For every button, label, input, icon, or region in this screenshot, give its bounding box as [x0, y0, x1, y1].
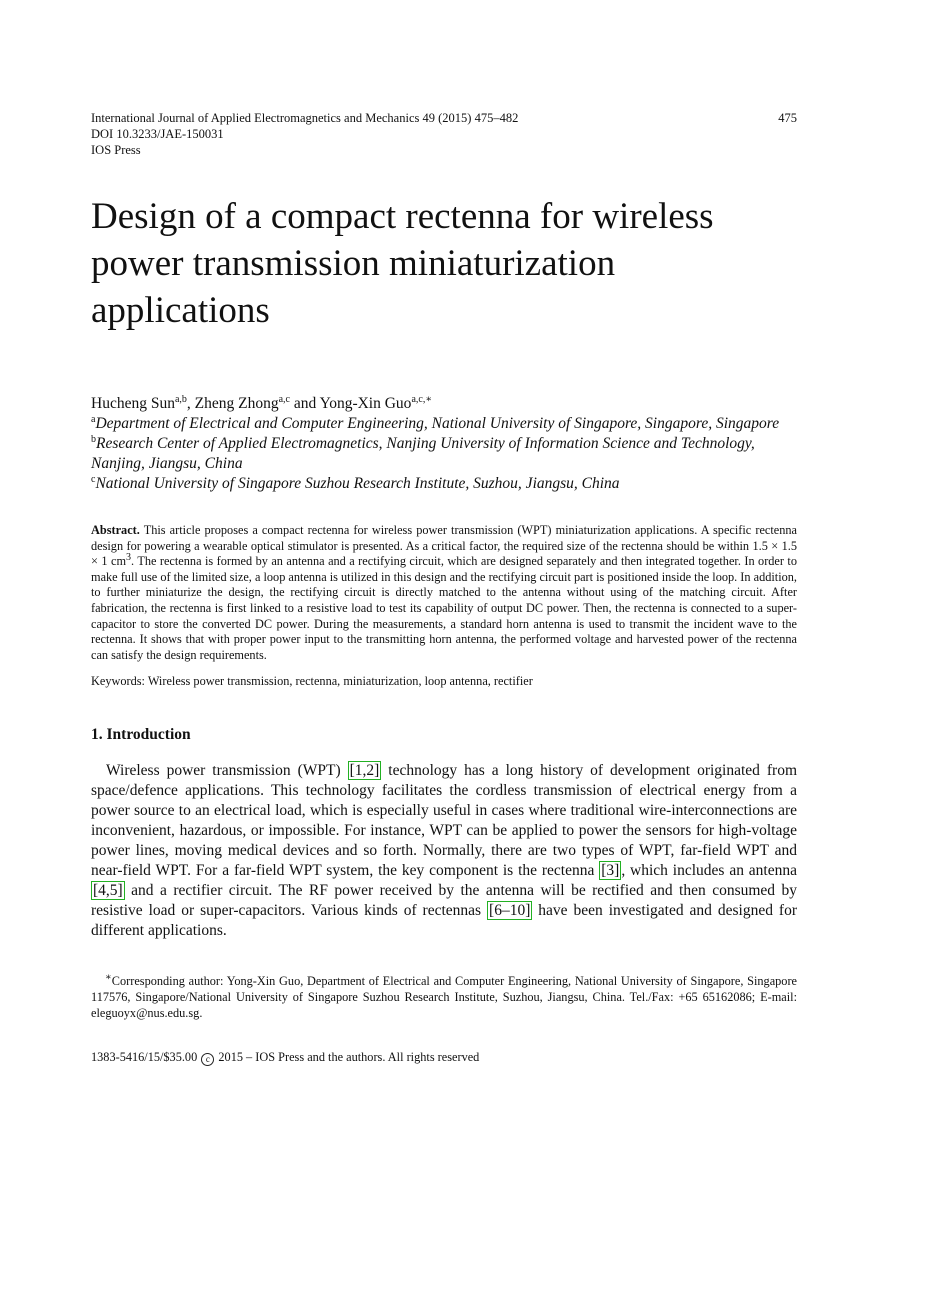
- affiliation-c: [91, 474, 797, 494]
- paper-title: Design of a compact rectenna for wireless power transmission miniaturization applications: [91, 196, 714, 331]
- journal-header: [91, 110, 797, 126]
- author-list: [91, 394, 797, 414]
- abstract-text: This article proposes a compact rectenna for wireless power transmission (WPT) miniaturization applications. A specific rectenna design for powering a wearable optical stimulator is presented. As a critical factor, the required size of the rectenna should be within 1.5 × 1.5 × 1 cm: [91, 523, 797, 569]
- abstract-superscript: 3: [126, 552, 132, 564]
- affiliation-text: National University of Singapore Suzhou Research Institute, Suzhou, Jiangsu, China: [95, 475, 620, 492]
- page-number: 475: [778, 111, 797, 125]
- affiliation-text: Research Center of Applied Electromagnetics, Nanjing University of Information Science and Technology, Nanjing, Jiangsu, China: [91, 435, 755, 472]
- footnote-text: Corresponding author: Yong-Xin Guo, Department of Electrical and Computer Engineering, National University of Singapore, Singapore 117576, Singapore/National University of Singapore Suzhou Research Institute, Suzhou, Jiangsu, China. Tel./Fax: +65 65162086; E-mail: eleguoyx@nus.edu.sg.: [91, 974, 797, 1020]
- journal-citation: International Journal of Applied Electromagnetics and Mechanics 49 (2015) 475–482: [91, 111, 519, 125]
- keywords: Keywords: Wireless power transmission, rectenna, miniaturization, loop antenna, rectifier: [91, 674, 533, 689]
- affiliation-mark: b: [91, 433, 96, 445]
- author-name: Hucheng Sun: [91, 395, 175, 412]
- author-separator: and: [290, 395, 320, 412]
- author-affiliation-mark: a,c,∗: [411, 393, 433, 405]
- affiliation-a: [91, 414, 797, 434]
- section-heading: 1. Introduction: [91, 726, 191, 744]
- citation-link[interactable]: [4,5]: [93, 882, 123, 900]
- issn-price: 1383-5416/15/$35.00: [91, 1050, 198, 1065]
- copyright-line: [91, 1049, 797, 1066]
- corresponding-author-footnote: [91, 974, 797, 1021]
- citation-link[interactable]: [1,2]: [349, 762, 380, 780]
- citation-link[interactable]: [6–10]: [489, 902, 531, 920]
- body-text-span: technology has a long history of development originated from space/defence applications. This technology facilitates the cordless transmission of electrical energy from a power source to an electrical load, which is especially useful in cases where traditional wire-interconnections are inconvenient, hazardous, or impossible. For instance, WPT can be applied to power the sensors for high-voltage power lines, moving medical devices and so forth. Normally, there are two types of WPT, far-field WPT and near-field WPT. For a far-field WPT system, the key component is the rectenna: [91, 762, 798, 880]
- abstract: [91, 523, 797, 663]
- copyright-icon: c: [201, 1053, 214, 1066]
- affiliation-b: [91, 434, 797, 474]
- author-name: Zheng Zhong: [194, 395, 279, 412]
- citation-link[interactable]: [3]: [601, 862, 620, 880]
- abstract-text-cont: . The rectenna is formed by an antenna and a rectifying circuit, which are designed separately and then integrated together. In order to make full use of the limited size, a loop antenna is utilized in this design and the rectifying circuit part is positioned inside the loop. In addition, to further miniaturize the design, the rectifying circuit is directly matched to the antenna without using of the matching circuit. After fabrication, the rectenna is first linked to a resistive load to test its capability of output DC power. Then, the rectenna is connected to a super-capacitor to store the converted DC power. During the measurements, a standard horn antenna is used to transmit the incident wave to the rectenna. It shows that with proper power input to the transmitting horn antenna, the performed voltage and harvested power of the rectenna can satisfy the design requirements.: [91, 554, 797, 662]
- paper-page: [91, 110, 797, 1066]
- author-affiliation-mark: a,c: [278, 393, 290, 405]
- publisher-line: IOS Press: [91, 143, 141, 157]
- doi-line: DOI 10.3233/JAE-150031: [91, 127, 224, 141]
- affiliation-mark: a: [91, 413, 96, 425]
- author-name: Yong-Xin Guo: [319, 395, 412, 412]
- body-text-span: have been investigated and designed for different applications.: [91, 902, 797, 940]
- abstract-label: Abstract.: [91, 523, 140, 537]
- copyright-text: 2015 – IOS Press and the authors. All rights reserved: [218, 1050, 480, 1065]
- affiliation-text: Department of Electrical and Computer Engineering, National University of Singapore, Singapore, Singapore: [95, 415, 780, 432]
- author-separator: ,: [186, 395, 195, 412]
- footnote-mark: ∗: [105, 972, 112, 984]
- author-affiliation-mark: a,b: [174, 393, 187, 405]
- introduction-paragraph: [91, 761, 797, 941]
- body-text-span: and a rectifier circuit. The RF power received by the antenna will be rectified and then consumed by resistive load or super-capacitors. Various kinds of rectennas: [91, 882, 797, 920]
- body-text-span: , which includes an antenna: [621, 862, 798, 880]
- affiliation-mark: c: [91, 473, 96, 485]
- body-text-span: Wireless power transmission (WPT): [106, 762, 348, 780]
